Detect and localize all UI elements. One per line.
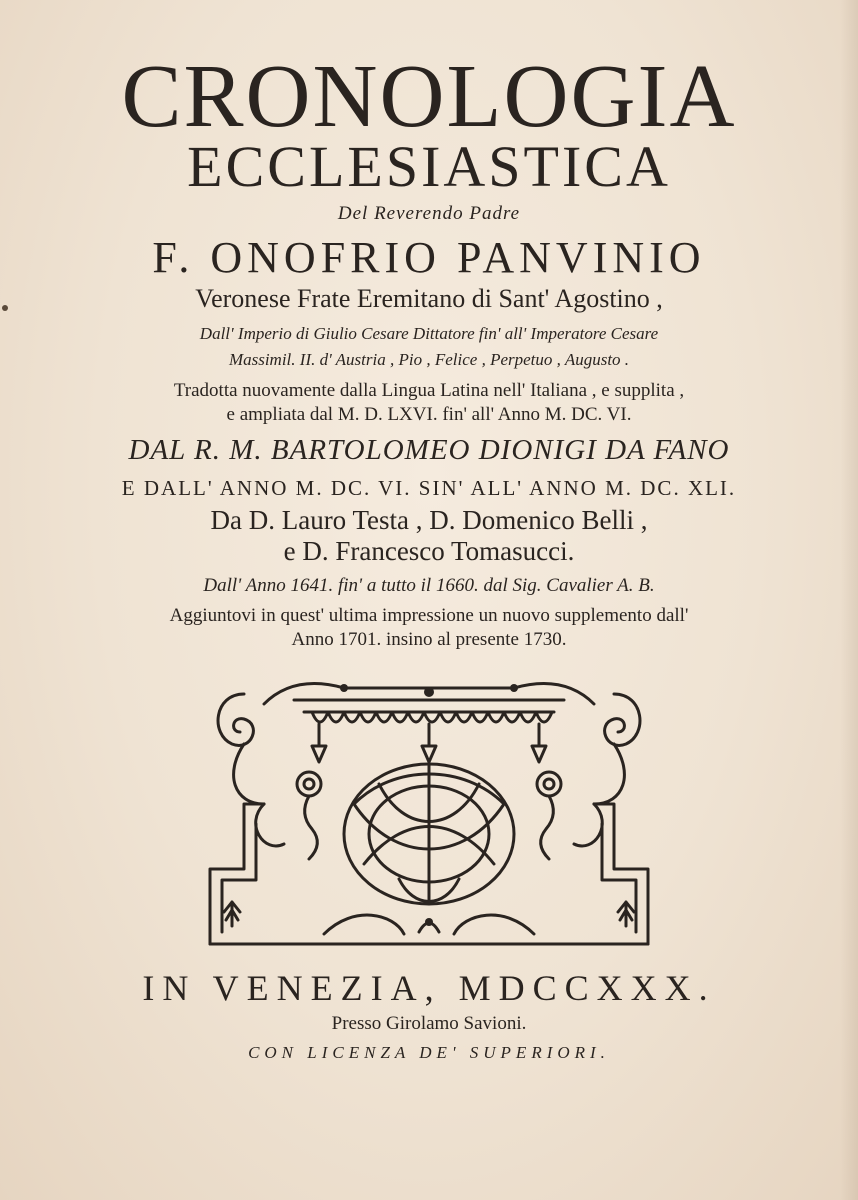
by-line: Del Reverendo Padre (337, 203, 521, 224)
supplement-line-2: Anno 1701. insino al presente 1730. (291, 629, 567, 650)
period-line: Dall' Anno 1641. fin' a tutto il 1660. dal Sig. Cavalier A. B. (203, 575, 655, 596)
translation-line-2: e ampliata dal M. D. LXVI. fin' all' Anno M. DC. VI. (226, 404, 632, 425)
continuators-line-2: e D. Francesco Tomasucci. (283, 536, 575, 566)
translation-line-1: Tradotta nuovamente dalla Lingua Latina nell' Italiana , e supplita , (173, 380, 685, 401)
imprint-place: IN VENEZIA, MDCCXXX. (142, 968, 716, 1008)
imprint-license: CON LICENZA DE' SUPERIORI. (248, 1043, 610, 1062)
scope-line-1: Dall' Imperio di Giulio Cesare Dittatore fin' all' Imperatore Cesare (199, 324, 659, 343)
author-description: Veronese Frate Eremitano di Sant' Agostino , (195, 284, 663, 313)
author-name: F. ONOFRIO PANVINIO (152, 233, 706, 282)
scope-line-2: Massimil. II. d' Austria , Pio , Felice , Perpetuo , Augusto . (228, 350, 630, 369)
title-line-1: CRONOLOGIA (121, 47, 737, 146)
printers-ornament-icon (204, 664, 654, 964)
supplement-line-1: Aggiuntovi in quest' ultima impressione un nuovo supplemento dall' (169, 605, 689, 626)
title-line-2: ECCLESIASTICA (187, 134, 671, 199)
translator-line: DAL R. M. BARTOLOMEO DIONIGI DA FANO (128, 434, 730, 466)
continuators-line-1: Da D. Lauro Testa , D. Domenico Belli , (210, 505, 648, 535)
continuation-line: E DALL' ANNO M. DC. VI. SIN' ALL' ANNO M. DC. XLI. (121, 476, 737, 500)
imprint-printer: Presso Girolamo Savioni. (331, 1013, 527, 1034)
